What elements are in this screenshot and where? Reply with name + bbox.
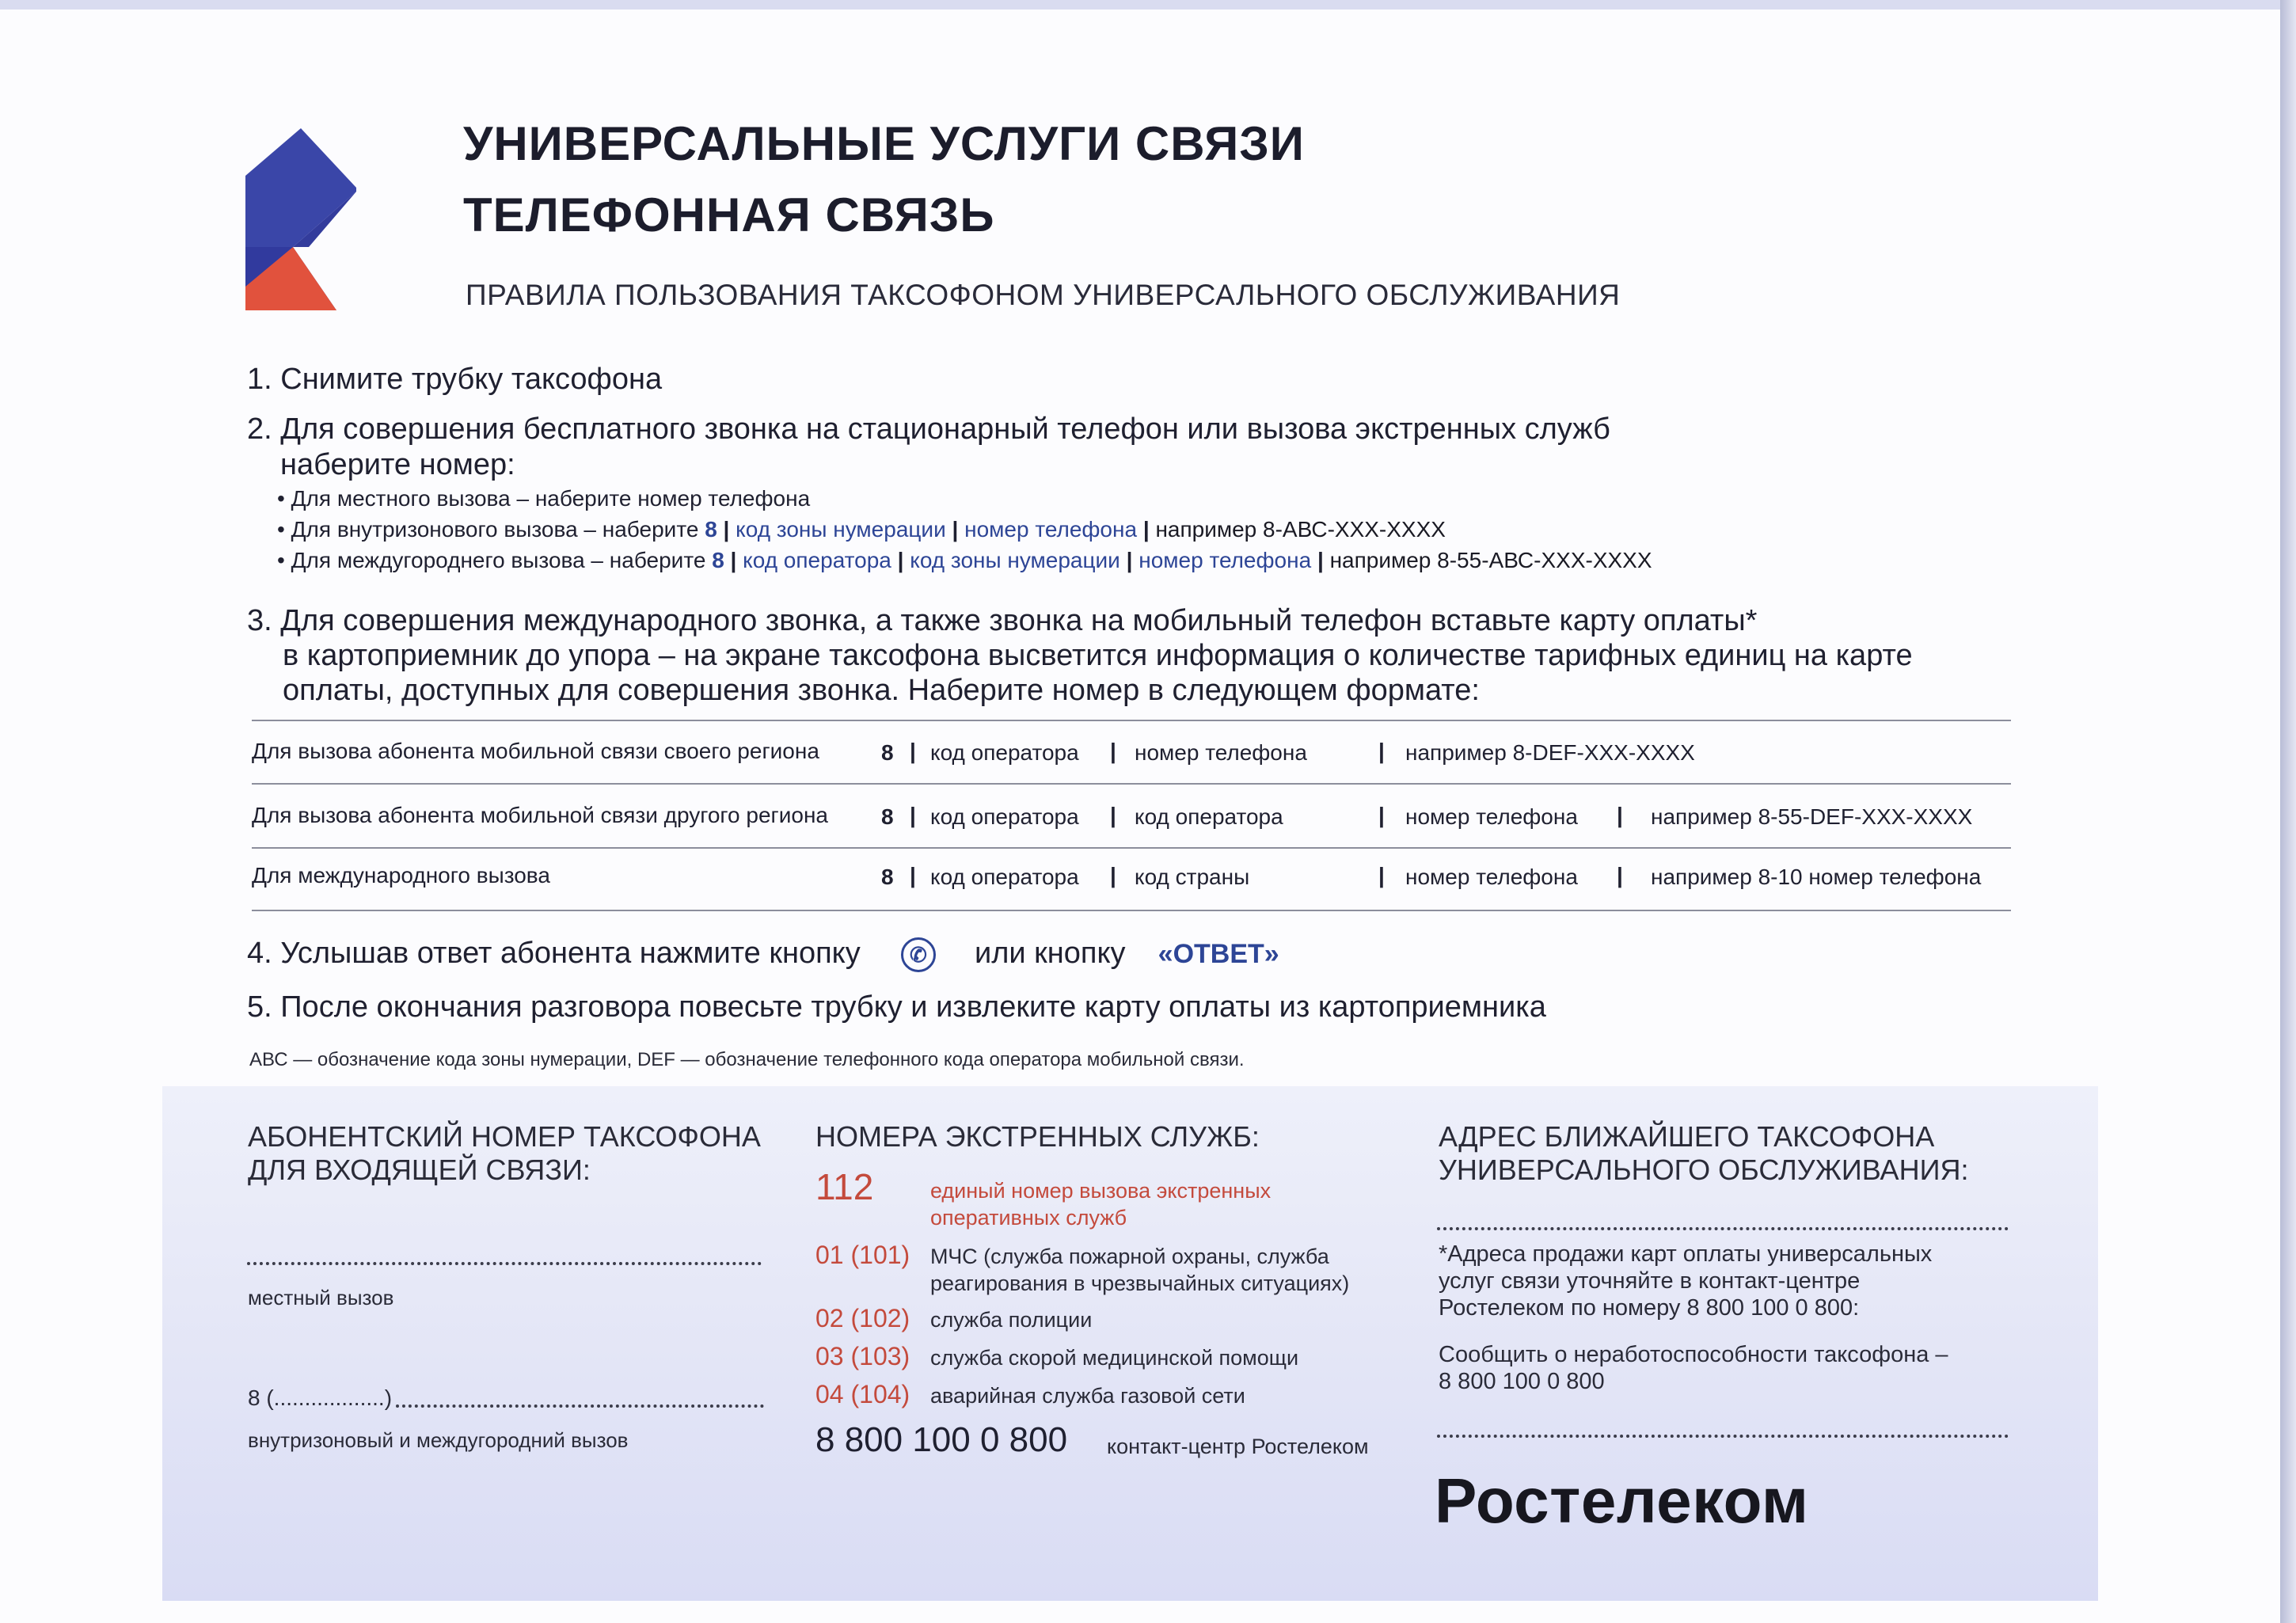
table-cell-phone-number: номер телефона [1405, 804, 1578, 829]
rostelecom-logo-icon [245, 128, 364, 310]
separator: | [952, 517, 959, 542]
bullet-lead: • Для междугороднего вызова – наберите [277, 548, 706, 572]
table-cell-8: 8 [881, 804, 894, 829]
table-cell-example: например 8-10 номер телефона [1651, 865, 1982, 889]
operator-code: код оператора [743, 548, 891, 572]
separator: | [1378, 863, 1385, 888]
step-3-line-3: оплаты, доступных для совершения звонка. Наберите номер в следующем формате: [283, 674, 1480, 707]
bullet-lead: • Для внутризонового вызова – наберите [277, 517, 699, 542]
table-rule-top [252, 720, 2011, 721]
zone-code: код зоны нумерации [910, 548, 1120, 572]
example: например 8-55-АВС-ХХХ-ХХХХ [1329, 548, 1652, 572]
table-cell-phone-number: номер телефона [1135, 740, 1307, 765]
step-3-line-1: 3. Для совершения международного звонка, а также звонка на мобильный телефон вставьте карту оплаты* [247, 604, 1758, 637]
separator: | [1126, 548, 1133, 572]
table-cell-example: например 8-DEF-XXX-XXXX [1405, 740, 1695, 765]
separator: | [1617, 803, 1623, 827]
table-cell-example: например 8-55-DEF-XXX-XXXX [1651, 804, 1973, 829]
report-note: Сообщить о неработоспособности таксофона – [1439, 1342, 1948, 1367]
separator: | [1378, 739, 1385, 763]
emergency-description: реагирования в чрезвычайных ситуациях) [930, 1271, 1350, 1295]
table-row-label: Для вызова абонента мобильной связи другого региона [252, 803, 828, 827]
local-number-blank [247, 1262, 762, 1265]
table-rule [252, 783, 2011, 785]
intercity-number-blank [396, 1404, 764, 1408]
emergency-number: 01 (101) [815, 1241, 910, 1269]
table-cell-8: 8 [881, 865, 894, 889]
separator: | [723, 517, 730, 542]
local-call-caption: местный вызов [248, 1286, 394, 1309]
step-4 [247, 936, 1279, 972]
table-rule [252, 847, 2011, 849]
emergency-number: 02 (102) [815, 1304, 910, 1332]
title-line-1: УНИВЕРСАЛЬНЫЕ УСЛУГИ СВЯЗИ [463, 117, 1305, 170]
step-2-bullet-local: • Для местного вызова – наберите номер телефона [277, 486, 811, 511]
table-rule-bottom [252, 910, 2011, 911]
answer-button-label: «ОТВЕТ» [1158, 939, 1279, 969]
cards-note: *Адреса продажи карт оплаты универсальных [1439, 1241, 1933, 1267]
step-2-bullet-intrazone [277, 517, 1446, 542]
page-subtitle: ПРАВИЛА ПОЛЬЗОВАНИЯ ТАКСОФОНОМ УНИВЕРСАЛЬНОГО ОБСЛУЖИВАНИЯ [466, 279, 1621, 311]
emergency-description: служба полиции [930, 1308, 1093, 1332]
footnote: АВС — обозначение кода зоны нумерации, DEF — обозначение телефонного кода оператора мобильной связи. [249, 1049, 1245, 1070]
table-row-label: Для вызова абонента мобильной связи своего региона [252, 739, 819, 763]
notice-sheet [0, 10, 2280, 1623]
step-3-line-2: в картоприемник до упора – на экране таксофона высветится информация о количестве тарифных единиц на карте [283, 639, 1913, 672]
phone-number: номер телефона [1138, 548, 1312, 572]
pickup-circle-icon: ✆ [901, 937, 936, 972]
title-line-2: ТЕЛЕФОННАЯ СВЯЗЬ [463, 188, 995, 241]
separator: | [1378, 803, 1385, 827]
separator: | [910, 863, 916, 888]
step-1: 1. Снимите трубку таксофона [247, 363, 663, 396]
table-cell-8: 8 [881, 740, 894, 765]
emergency-description: аварийная служба газовой сети [930, 1384, 1245, 1408]
separator: | [1110, 739, 1116, 763]
step-2-line-2: наберите номер: [280, 448, 515, 481]
separator: | [1617, 863, 1623, 888]
step-4-lead: 4. Услышав ответ абонента нажмите кнопку [247, 937, 861, 970]
step-5: 5. После окончания разговора повесьте трубку и извлеките карту оплаты из картоприемника [247, 990, 1546, 1024]
digit-8: 8 [705, 517, 717, 542]
emergency-number: 04 (104) [815, 1380, 910, 1408]
hotline-caption: контакт-центр Ростелеком [1107, 1435, 1369, 1458]
emergency-number: 112 [815, 1166, 874, 1207]
report-blank [1437, 1435, 2009, 1438]
table-cell-operator-code: код оператора [930, 804, 1079, 829]
step-2-bullet-intercity [277, 548, 1652, 573]
address-heading-line-2: УНИВЕРСАЛЬНОГО ОБСЛУЖИВАНИЯ: [1439, 1154, 1969, 1186]
separator: | [730, 548, 737, 572]
table-cell-country-code: код страны [1135, 865, 1250, 889]
payphone-number-heading-line-2: ДЛЯ ВХОДЯЩЕЙ СВЯЗИ: [248, 1154, 591, 1186]
brand-wordmark: Ростелеком [1435, 1465, 1809, 1536]
emergency-description: единый номер вызова экстренных [930, 1179, 1272, 1203]
separator: | [1317, 548, 1324, 572]
emergency-description: служба скорой медицинской помощи [930, 1346, 1299, 1370]
separator: | [1110, 863, 1116, 888]
separator: | [910, 739, 916, 763]
report-note: 8 800 100 0 800 [1439, 1369, 1605, 1394]
hotline-number: 8 800 100 0 800 [815, 1420, 1068, 1459]
separator: | [1142, 517, 1150, 542]
zone-code: код зоны нумерации [736, 517, 946, 542]
separator: | [897, 548, 904, 572]
example: например 8-АВС-ХХХ-ХХХХ [1155, 517, 1446, 542]
separator: | [910, 803, 916, 827]
separator: | [1110, 803, 1116, 827]
emergency-description: МЧС (служба пожарной охраны, служба [930, 1245, 1329, 1268]
step-4-or: или кнопку [974, 937, 1126, 970]
cards-note: Ростелеком по номеру 8 800 100 0 800: [1439, 1295, 1860, 1321]
step-2-line-1: 2. Для совершения бесплатного звонка на стационарный телефон или вызова экстренных служб [247, 412, 1610, 446]
page-edge [2280, 0, 2296, 1623]
emergency-number: 03 (103) [815, 1342, 910, 1370]
payphone-number-heading-line-1: АБОНЕНТСКИЙ НОМЕР ТАКСОФОНА [248, 1120, 761, 1153]
table-cell-phone-number: номер телефона [1405, 865, 1578, 889]
address-heading-line-1: АДРЕС БЛИЖАЙШЕГО ТАКСОФОНА [1439, 1120, 1935, 1153]
cards-note: услуг связи уточняйте в контакт-центре [1439, 1268, 1861, 1294]
address-blank [1437, 1227, 2009, 1230]
table-cell-operator-code: код оператора [1135, 804, 1283, 829]
table-cell-operator-code: код оператора [930, 865, 1079, 889]
phone-number: номер телефона [964, 517, 1138, 542]
emergency-description: оперативных служб [930, 1206, 1127, 1230]
intercity-call-caption: внутризоновый и междугородний вызов [248, 1428, 629, 1452]
table-cell-operator-code: код оператора [930, 740, 1079, 765]
emergency-heading: НОМЕРА ЭКСТРЕННЫХ СЛУЖБ: [815, 1120, 1260, 1153]
digit-8: 8 [712, 548, 724, 572]
table-row-label: Для международного вызова [252, 863, 550, 888]
intercity-prefix: 8 (..................) [248, 1385, 393, 1410]
